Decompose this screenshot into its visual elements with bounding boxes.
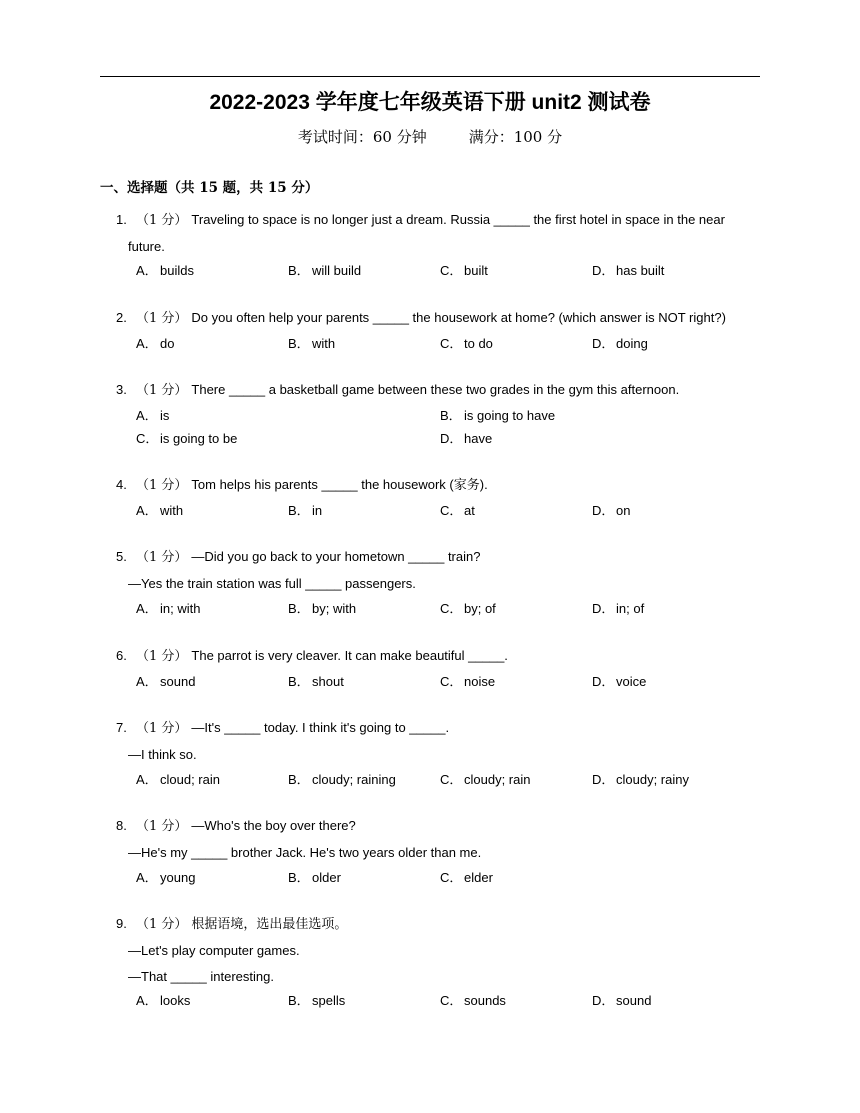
option-text: looks [160, 992, 191, 1008]
option-text: on [616, 502, 631, 518]
option-text: will build [312, 262, 362, 278]
option-a[interactable] [136, 332, 174, 356]
options-row [0, 989, 860, 1014]
question-text-continued: future. [128, 238, 165, 254]
option-letter: A． [136, 869, 158, 885]
option-letter: A． [136, 992, 158, 1008]
question-stem [116, 207, 760, 234]
question-text-part: 家务 [453, 478, 480, 493]
question-3 [0, 377, 860, 452]
question-text: Do you often help your parents _____ the housework at home? (which answer is NOT right?) [191, 310, 726, 325]
option-text: cloudy; raining [312, 771, 396, 787]
option-text: in; of [616, 600, 645, 616]
option-b[interactable] [288, 332, 335, 356]
option-text: with [160, 502, 184, 518]
options-row [0, 404, 860, 427]
question-stem [116, 715, 760, 742]
option-b[interactable] [288, 597, 356, 621]
option-letter: C． [440, 600, 463, 616]
option-letter: C． [440, 869, 463, 885]
question-text: —It's _____ today. I think it's going to _____. [191, 720, 450, 735]
option-letter: C． [440, 673, 463, 689]
option-letter: D． [592, 992, 615, 1008]
option-b[interactable] [288, 989, 345, 1013]
section-title: 一、选择题（共 15 题，共 15 分） [100, 180, 319, 196]
question-number: 7. [116, 720, 127, 735]
options-row [0, 768, 860, 793]
option-b[interactable] [288, 866, 341, 890]
question-score: （1 分） [136, 819, 188, 834]
option-text: by; with [312, 600, 357, 616]
option-text: to do [464, 335, 493, 351]
option-letter: B． [288, 673, 310, 689]
option-text: sounds [464, 992, 506, 1008]
question-4 [0, 472, 860, 524]
option-text: builds [160, 262, 194, 278]
option-b[interactable] [440, 404, 555, 428]
option-d[interactable] [592, 332, 648, 356]
option-text: noise [464, 673, 496, 689]
question-text: —Did you go back to your hometown _____ train? [191, 549, 481, 564]
option-a[interactable] [136, 404, 169, 428]
question-number: 2. [116, 310, 127, 325]
option-d[interactable] [592, 499, 630, 523]
question-stem [116, 643, 760, 670]
question-8 [0, 813, 860, 891]
option-letter: A． [136, 673, 158, 689]
option-letter: B． [288, 262, 310, 278]
option-d[interactable] [592, 259, 664, 283]
option-d[interactable] [592, 768, 689, 792]
question-stem [116, 472, 760, 499]
option-text: is going to be [160, 430, 238, 446]
option-c[interactable] [440, 768, 530, 792]
question-stem [116, 544, 760, 571]
option-letter: D． [592, 335, 615, 351]
option-text: cloudy; rain [464, 771, 531, 787]
option-text: cloud; rain [160, 771, 220, 787]
options-row [0, 332, 860, 357]
option-text: elder [464, 869, 493, 885]
option-text: with [312, 335, 336, 351]
question-5 [0, 544, 860, 622]
option-text: young [160, 869, 196, 885]
question-number: 8. [116, 818, 127, 833]
option-a[interactable] [136, 597, 200, 621]
exam-info [100, 126, 760, 148]
option-letter: A． [136, 771, 158, 787]
dialog-line: —Yes the train station was full _____ passengers. [128, 575, 416, 591]
option-letter: B． [288, 600, 310, 616]
option-text: at [464, 502, 475, 518]
question-text: Tom helps his parents _____ the housework ( [191, 477, 454, 492]
dialog-line: —He's my _____ brother Jack. He's two years older than me. [128, 844, 482, 860]
option-text: cloudy; rainy [616, 771, 689, 787]
option-c[interactable] [440, 332, 493, 356]
options-row [0, 866, 860, 891]
options-row [0, 427, 860, 452]
question-score: （1 分） [136, 383, 188, 398]
option-letter: D． [592, 262, 615, 278]
option-letter: C． [440, 502, 463, 518]
option-letter: A． [136, 407, 158, 423]
option-letter: D． [592, 600, 615, 616]
page-title: 2022-2023 学年度七年级英语下册 unit2 测试卷 [209, 91, 651, 114]
question-number: 6. [116, 648, 127, 663]
question-stem [116, 305, 760, 332]
option-letter: B． [288, 335, 310, 351]
option-letter: A． [136, 335, 158, 351]
option-letter: C． [440, 992, 463, 1008]
option-letter: C． [440, 771, 463, 787]
option-c[interactable] [440, 989, 506, 1013]
option-b[interactable] [288, 499, 322, 523]
dialog-line: —I think so. [128, 746, 197, 762]
question-stem [116, 377, 760, 404]
option-c[interactable] [440, 259, 488, 283]
option-text: have [464, 430, 493, 446]
option-text: has built [616, 262, 665, 278]
question-stem [116, 911, 760, 938]
option-c[interactable] [440, 597, 496, 621]
option-letter: D． [592, 502, 615, 518]
question-score: （1 分） [136, 721, 188, 736]
option-b[interactable] [288, 670, 344, 694]
option-letter: B． [288, 869, 310, 885]
option-text: by; of [464, 600, 496, 616]
question-6 [0, 643, 860, 695]
option-c[interactable] [440, 499, 475, 523]
option-letter: B． [440, 407, 462, 423]
question-text: The parrot is very cleaver. It can make beautiful _____. [191, 648, 508, 663]
exam-time: 考试时间：60 分钟 [297, 128, 427, 146]
option-d[interactable] [592, 989, 651, 1013]
option-d[interactable] [592, 597, 644, 621]
question-2 [0, 305, 860, 357]
header-rule [100, 76, 760, 77]
option-text: older [312, 869, 341, 885]
option-letter: B． [288, 771, 310, 787]
options-row [0, 670, 860, 695]
question-score: （1 分） [136, 478, 188, 493]
option-letter: D． [592, 771, 615, 787]
option-text: is [160, 407, 170, 423]
question-text-part: ). [479, 477, 488, 492]
question-score: （1 分） [136, 649, 188, 664]
question-text: —Who's the boy over there? [191, 818, 356, 833]
option-letter: C． [440, 262, 463, 278]
option-text: doing [616, 335, 648, 351]
option-a[interactable] [136, 499, 183, 523]
question-score: （1 分） [136, 213, 188, 228]
option-a[interactable] [136, 989, 190, 1013]
option-text: in [312, 502, 323, 518]
option-text: sound [160, 673, 196, 689]
options-row [0, 597, 860, 622]
option-text: is going to have [464, 407, 556, 423]
option-c[interactable] [440, 670, 495, 694]
options-row [0, 499, 860, 524]
question-score: （1 分） [136, 311, 188, 326]
question-9 [0, 911, 860, 1014]
option-letter: B． [288, 992, 310, 1008]
option-letter: B． [288, 502, 310, 518]
option-c[interactable] [440, 866, 493, 890]
option-d[interactable] [440, 427, 492, 451]
option-letter: C． [440, 335, 463, 351]
question-text: 根据语境，选出最佳选项。 [191, 917, 348, 932]
question-score: （1 分） [136, 917, 188, 932]
options-row [0, 259, 860, 284]
question-number: 1. [116, 212, 127, 227]
option-text: in; with [160, 600, 201, 616]
option-d[interactable] [592, 670, 646, 694]
option-text: shout [312, 673, 344, 689]
option-letter: C． [136, 430, 159, 446]
option-letter: A． [136, 502, 158, 518]
question-number: 4. [116, 477, 127, 492]
question-1 [0, 207, 860, 284]
question-stem [116, 813, 760, 840]
option-a[interactable] [136, 670, 195, 694]
exam-full-score: 满分：100 分 [468, 128, 563, 146]
option-a[interactable] [136, 259, 194, 283]
dialog-line: —Let's play computer games. [128, 942, 300, 958]
question-text: There _____ a basketball game between these two grades in the gym this afternoon. [191, 382, 680, 397]
question-score: （1 分） [136, 550, 188, 565]
question-number: 3. [116, 382, 127, 397]
dialog-line: —That _____ interesting. [128, 968, 274, 984]
option-a[interactable] [136, 866, 195, 890]
option-a[interactable] [136, 768, 220, 792]
option-text: built [464, 262, 488, 278]
question-7 [0, 715, 860, 793]
option-c[interactable] [136, 427, 237, 451]
option-text: voice [616, 673, 647, 689]
question-text: Traveling to space is no longer just a dream. Russia _____ the first hotel in space in the near [191, 212, 725, 227]
option-letter: D． [440, 430, 463, 446]
question-number: 9. [116, 916, 127, 931]
option-b[interactable] [288, 768, 396, 792]
question-number: 5. [116, 549, 127, 564]
option-letter: A． [136, 600, 158, 616]
option-text: sound [616, 992, 652, 1008]
option-letter: A． [136, 262, 158, 278]
option-letter: D． [592, 673, 615, 689]
option-b[interactable] [288, 259, 361, 283]
option-text: do [160, 335, 175, 351]
option-text: spells [312, 992, 346, 1008]
